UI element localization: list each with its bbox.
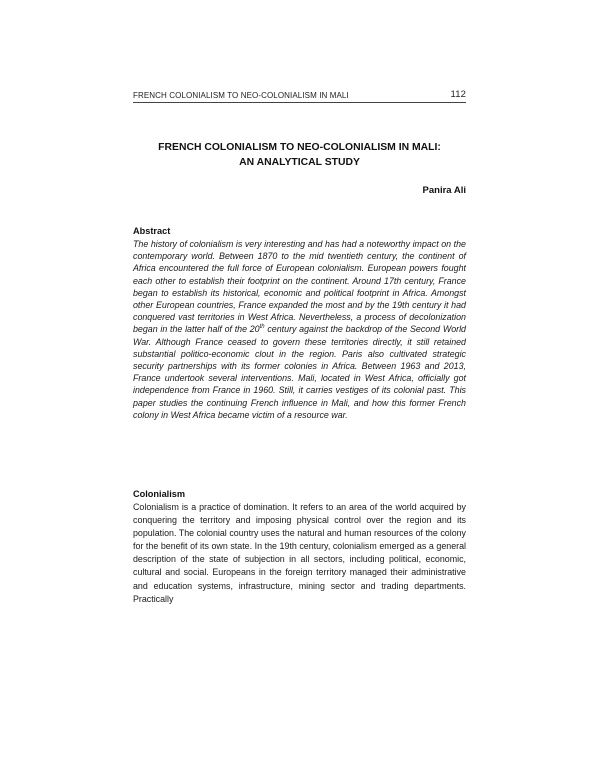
abstract-heading: Abstract [133, 226, 171, 236]
page-number: 112 [450, 89, 466, 100]
abstract-superscript: th [259, 324, 265, 331]
article-title-line2: AN ANALYTICAL STUDY [239, 157, 360, 168]
abstract-text [133, 238, 466, 421]
section-body-text: Colonialism is a practice of domination. It refers to an area of the world acquired by conquering the territory and imposing physical control over the region and its population. The colonial country uses the natural and human resources of the colony for the benefit of its own state. In the 19th century, colonialism emerged as a general description of the state of subjection in all sectors, including political, economic, cultural and social. Europeans in the foreign territory managed their administrative and education systems, infrastructure, mining sector and trading departments. Practically [133, 502, 466, 604]
article-title [133, 140, 466, 170]
article-title-line1: FRENCH COLONIALISM TO NEO-COLONIALISM IN MALI: [158, 142, 441, 153]
section-heading: Colonialism [133, 489, 186, 499]
running-title: FRENCH COLONIALISM TO NEO-COLONIALISM IN MALI [133, 91, 349, 100]
abstract-text-part2: century against the backdrop of the Second World War. Although France ceased to govern these territories directly, it still retained substantial politico-economic clout in the region. Paris also cultivated strategic security partnerships with its former colonies in Africa. Between 1963 and 2013, France undertook several interventions. Mali, located in West Africa, officially got independence from France in 1960. Still, it carries vestiges of its colonial past. This paper studies the continuing French influence in Mali, and how this former French colony in West Africa became victim of a resource war. [133, 324, 466, 420]
running-header [133, 89, 466, 103]
author-name: Panira Ali [422, 185, 466, 196]
abstract-text-part1: The history of colonialism is very interesting and has had a noteworthy impact on the contemporary world. Between 1870 to the mid twentieth century, the continent of Africa encountered the full force of European colonialism. European powers fought each other to establish their footprint on the continent. Around 17th century, France began to establish its historical, economic and political footprint in Africa. Amongst other European countries, France expanded the most and by the 19th century it had conquered vast territories in West Africa. Nevertheless, a process of decolonization began in the latter half of the 20 [133, 239, 466, 335]
